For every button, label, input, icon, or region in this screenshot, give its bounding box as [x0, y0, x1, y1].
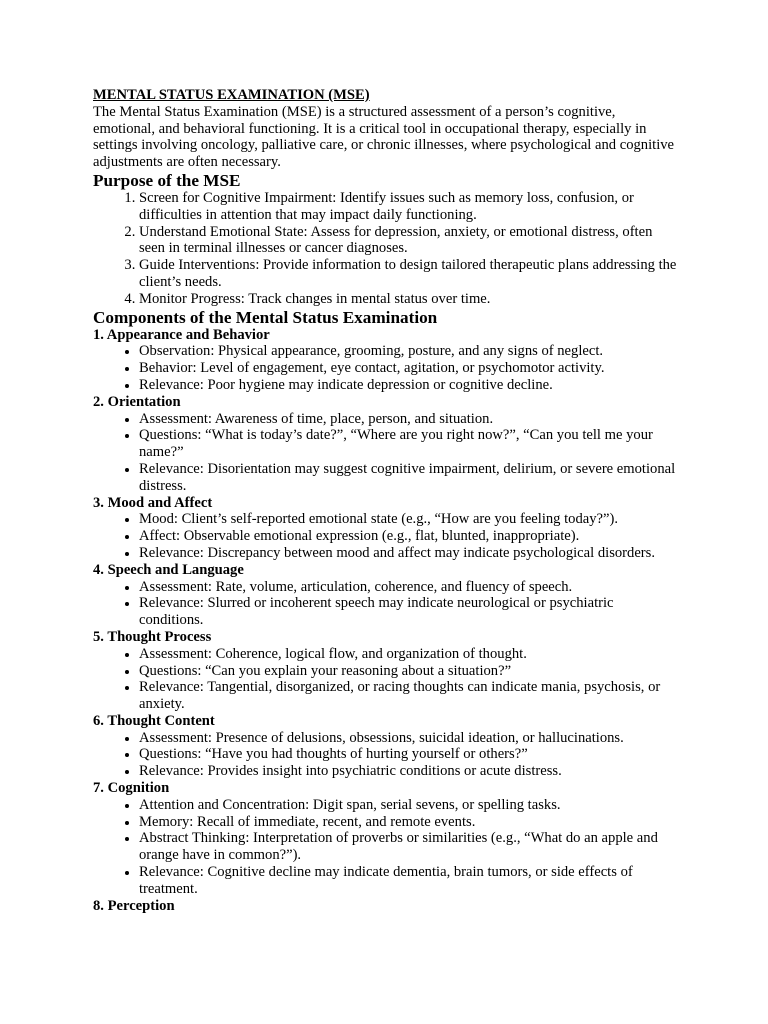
section-list-speech: [93, 579, 678, 629]
list-item: • Assessment: Rate, volume, articulation, coherence, and fluency of speech.: [139, 579, 678, 596]
section-heading-appearance: 1. Appearance and Behavior: [93, 326, 270, 343]
purpose-item: 2. Understand Emotional State: Assess for depression, anxiety, or emotional distress, often seen in terminal illnesses or cancer diagnoses.: [139, 224, 678, 258]
list-item: • Questions: “What is today’s date?”, “Where are you right now?”, “Can you tell me your name?”: [139, 427, 678, 461]
purpose-heading: Purpose of the MSE: [93, 170, 241, 190]
purpose-item: 1. Screen for Cognitive Impairment: Identify issues such as memory loss, confusion, or difficulties in attention that may impact daily functioning.: [139, 190, 678, 224]
intro-paragraph: The Mental Status Examination (MSE) is a structured assessment of a person’s cognitive, emotional, and behavioral functioning. It is a critical tool in occupational therapy, especially in settings involving oncology, palliative care, or chronic illnesses, where psychological and cognitive adjustments are often necessary.: [93, 103, 675, 171]
section-list-thought-process: [93, 646, 678, 713]
list-item: • Attention and Concentration: Digit span, serial sevens, or spelling tasks.: [139, 797, 678, 814]
section-list-appearance: [93, 343, 678, 393]
list-item: • Relevance: Poor hygiene may indicate depression or cognitive decline.: [139, 377, 678, 394]
list-item: • Questions: “Can you explain your reasoning about a situation?”: [139, 663, 678, 680]
list-item: • Affect: Observable emotional expression (e.g., flat, blunted, inappropriate).: [139, 528, 678, 545]
list-item: • Relevance: Disorientation may suggest cognitive impairment, delirium, or severe emotional distress.: [139, 461, 678, 495]
purpose-item: 4. Monitor Progress: Track changes in mental status over time.: [139, 291, 678, 308]
section-list-orientation: [93, 411, 678, 495]
list-item: • Relevance: Discrepancy between mood and affect may indicate psychological disorders.: [139, 545, 678, 562]
list-item: • Observation: Physical appearance, grooming, posture, and any signs of neglect.: [139, 343, 678, 360]
list-item: • Relevance: Slurred or incoherent speech may indicate neurological or psychiatric conditions.: [139, 595, 678, 629]
section-list-mood: [93, 511, 678, 561]
list-item: • Memory: Recall of immediate, recent, and remote events.: [139, 814, 678, 831]
section-heading-thought-process: 5. Thought Process: [93, 628, 212, 645]
list-item: • Mood: Client’s self-reported emotional state (e.g., “How are you feeling today?”).: [139, 511, 678, 528]
section-heading-cognition: 7. Cognition: [93, 780, 170, 797]
section-heading-speech: 4. Speech and Language: [93, 561, 244, 578]
list-item: • Abstract Thinking: Interpretation of proverbs or similarities (e.g., “What do an apple and orange have in common?”).: [139, 830, 678, 864]
list-item: • Relevance: Cognitive decline may indicate dementia, brain tumors, or side effects of treatment.: [139, 864, 678, 898]
section-list-cognition: [93, 797, 678, 898]
list-item: • Assessment: Awareness of time, place, person, and situation.: [139, 411, 678, 428]
section-heading-thought-content: 6. Thought Content: [93, 712, 215, 729]
purpose-list: [93, 190, 678, 308]
list-item: • Behavior: Level of engagement, eye contact, agitation, or psychomotor activity.: [139, 360, 678, 377]
list-item: • Assessment: Coherence, logical flow, and organization of thought.: [139, 646, 678, 663]
list-item: • Relevance: Tangential, disorganized, or racing thoughts can indicate mania, psychosis, or anxiety.: [139, 679, 678, 713]
components-heading: Components of the Mental Status Examination: [93, 307, 438, 327]
document-page: [93, 87, 678, 914]
purpose-item: 3. Guide Interventions: Provide information to design tailored therapeutic plans addressing the client’s needs.: [139, 257, 678, 291]
list-item: • Assessment: Presence of delusions, obsessions, suicidal ideation, or hallucinations.: [139, 730, 678, 747]
list-item: • Relevance: Provides insight into psychiatric conditions or acute distress.: [139, 763, 678, 780]
section-heading-orientation: 2. Orientation: [93, 393, 181, 410]
section-heading-mood: 3. Mood and Affect: [93, 494, 213, 511]
document-title: MENTAL STATUS EXAMINATION (MSE): [93, 87, 370, 103]
list-item: • Questions: “Have you had thoughts of hurting yourself or others?”: [139, 746, 678, 763]
section-heading-perception: 8. Perception: [93, 897, 175, 914]
section-list-thought-content: [93, 730, 678, 780]
